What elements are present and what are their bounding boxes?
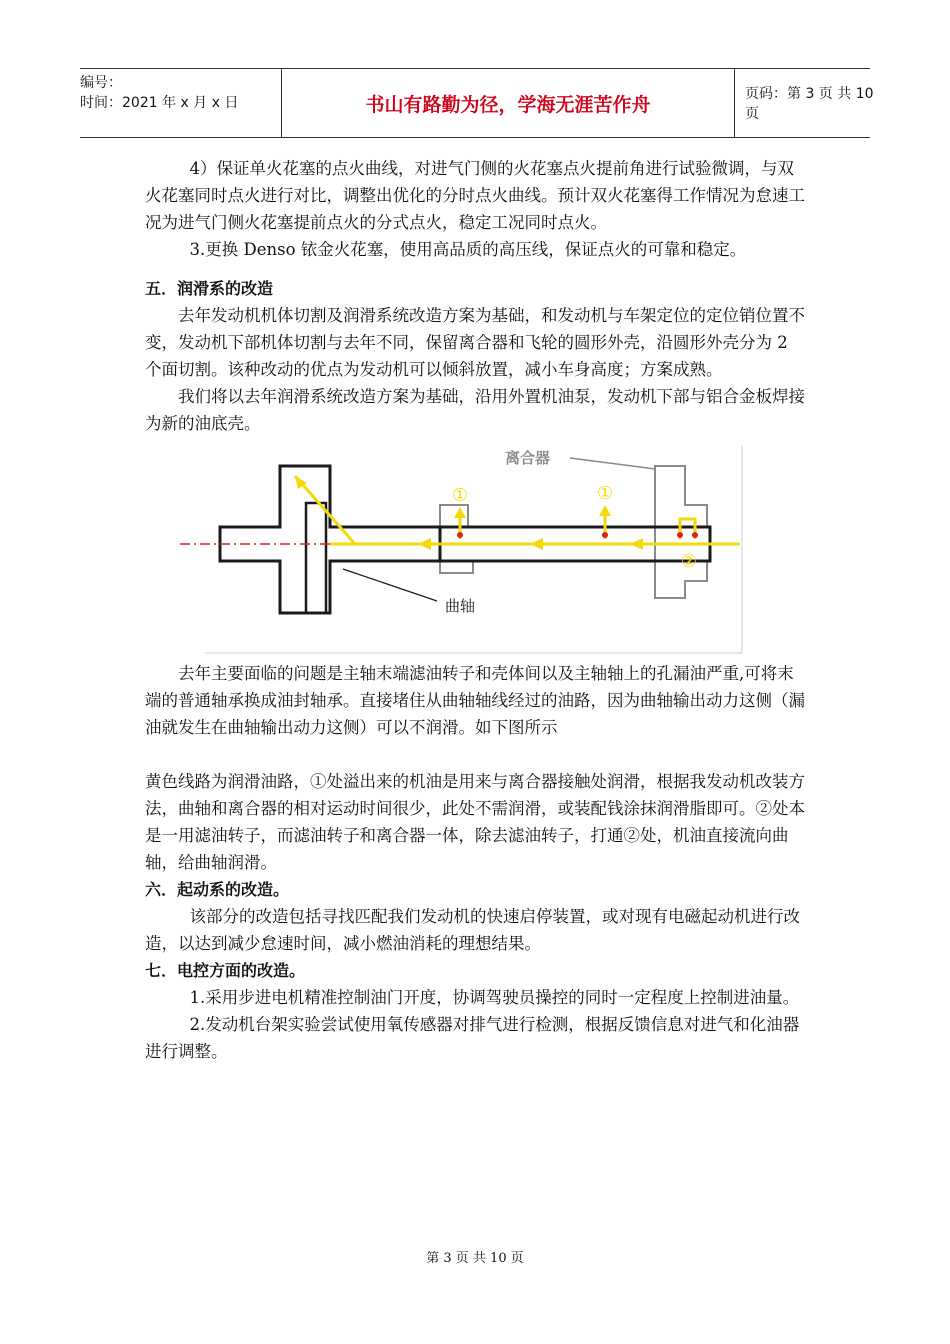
paragraph-oil-pan: 我们将以去年润滑系统改造方案为基础，沿用外置机油泵，发动机下部与铝合金板焊接为新的油底壳。 xyxy=(145,387,805,433)
paragraph-leak-problem: 去年主要面临的问题是主轴末端滤油转子和壳体间以及主轴轴上的孔漏油严重,可将末端的普通轴承换成油封轴承。直接堵住从曲轴轴线经过的油路，因为曲轴输出动力这侧（漏油就发生在曲轴输出动力这侧）可以不润滑。如下图所示 xyxy=(145,664,805,737)
clutch-housing-outline xyxy=(440,466,707,598)
lubrication-diagram xyxy=(175,441,745,656)
oil-path xyxy=(295,476,740,544)
paragraph-stepper-motor: 1.采用步进电机精准控制油门开度，协调驾驶员操控的同时一定程度上控制进油量。 xyxy=(189,988,800,1007)
label-clutch: 离合器 xyxy=(505,449,551,467)
heading-starter: 六．起动系的改造。 xyxy=(145,880,290,899)
document-body xyxy=(145,155,807,1065)
marker-1-left: ① xyxy=(451,485,469,506)
lubrication-diagram-svg xyxy=(175,441,745,656)
doc-number-label: 编号： xyxy=(80,75,122,91)
crank-web xyxy=(306,503,326,613)
paragraph-oxygen-sensor: 2.发动机台架实验尝试使用氧传感器对排气进行检测，根据反馈信息对进气和化油器进行调整。 xyxy=(145,1015,800,1061)
heading-electronic-control: 七．电控方面的改造。 xyxy=(145,961,306,980)
paragraph-oil-path-explanation: 黄色线路为润滑油路，①处溢出来的机油是用来与离合器接触处润滑，根据我发动机改装方法，曲轴和离合器的相对运动时间很少，此处不需润滑，或装配钱涂抹润滑脂即可。②处本是一用滤油转子，而滤油转子和离合器一体，除去滤油转子，打通②处，机油直接流向曲轴，给曲轴润滑。 xyxy=(145,772,805,872)
page-footer: 第 3 页 共 10 页 xyxy=(426,1251,524,1266)
paragraph-spark-plug: 3.更换 Denso 铱金火花塞，使用高品质的高压线，保证点火的可靠和稳定。 xyxy=(189,240,747,259)
header-motto-cell xyxy=(281,69,735,137)
label-crankshaft: 曲轴 xyxy=(445,597,476,615)
doc-time-label: 时间：2021 年 x 月 x 日 xyxy=(80,95,239,111)
paragraph-starter: 该部分的改造包括寻找匹配我们发动机的快速启停装置，或对现有电磁起动机进行改造，以达到减少怠速时间，减小燃油消耗的理想结果。 xyxy=(145,907,801,953)
leader-crankshaft xyxy=(343,569,437,601)
header-motto: 书山有路勤为径，学海无涯苦作舟 xyxy=(365,93,651,116)
paragraph-ignition-curve: 4）保证单火花塞的点火曲线，对进气门侧的火花塞点火提前角进行试验微调，与双火花塞同时点火进行对比，调整出优化的分时点火曲线。预计双火花塞得工作情况为怠速工况为进气门侧火花塞提前点火的分式点火，稳定工况同时点火。 xyxy=(145,159,805,232)
oil-holes xyxy=(457,532,698,538)
page-header xyxy=(80,68,874,138)
header-page-label: 页码：第 3 页 共 10 页 xyxy=(745,86,874,122)
marker-1-right: ① xyxy=(596,483,614,504)
header-meta xyxy=(80,69,280,141)
marker-2: ② xyxy=(680,551,698,572)
leader-clutch xyxy=(570,458,655,469)
heading-lubrication: 五．润滑系的改造 xyxy=(145,279,274,298)
paragraph-cutting-plan: 去年发动机机体切割及润滑系统改造方案为基础，和发动机与车架定位的定位销位置不变，发动机下部机体切割与去年不同，保留离合器和飞轮的圆形外壳，沿圆形外壳分为 2 个面切割。该种改动的优点为发动机可以倾斜放置，减小车身高度；方案成熟。 xyxy=(145,306,805,379)
